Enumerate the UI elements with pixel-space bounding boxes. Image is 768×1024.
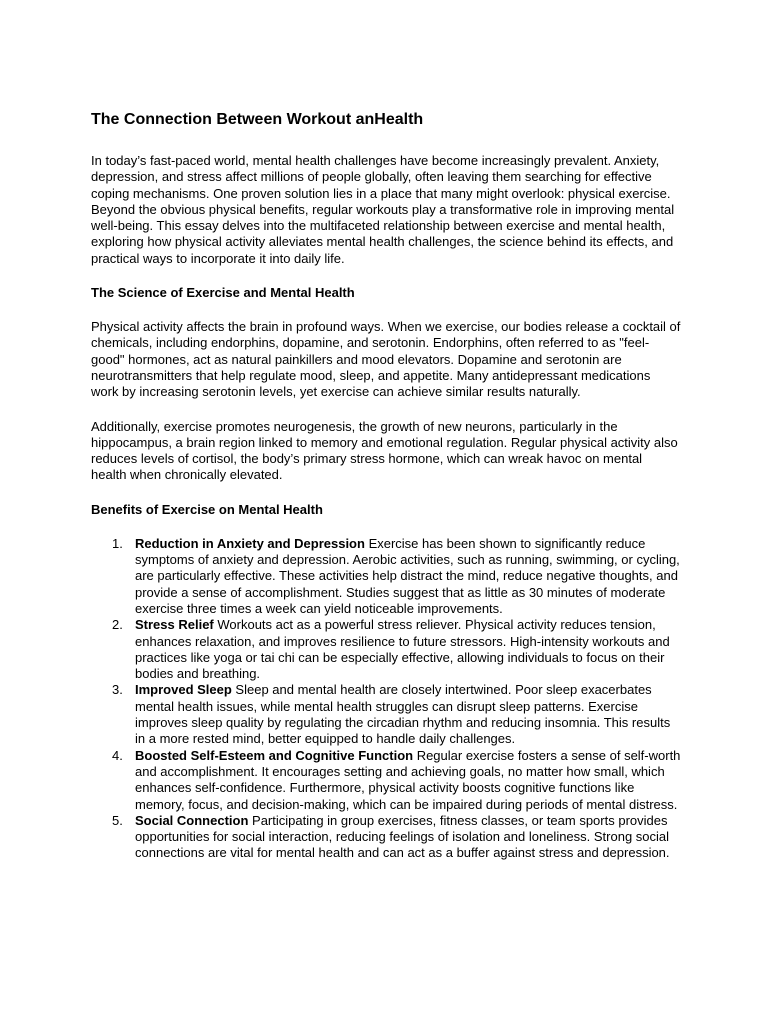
list-item [91, 748, 681, 813]
list-item-text: Participating in group exercises, fitness classes, or team sports provides opportunities for social interaction, reducing feelings of isolation and loneliness. Strong social connections are vital for mental health and can act as a buffer against stress and depression. [135, 812, 670, 861]
science-heading: The Science of Exercise and Mental Health [91, 285, 355, 301]
science-paragraph-1: Physical activity affects the brain in profound ways. When we exercise, our bodies release a cocktail of chemicals, including endorphins, dopamine, and serotonin. Endorphins, often referred to as "feel-good" hormones, act as natural painkillers and mood elevators. Dopamine and serotonin are neurotransmitters that help regulate mood, sleep, and appetite. Many antidepressant medications work by increasing serotonin levels, yet exercise can achieve similar results naturally. [91, 319, 681, 400]
list-item [91, 813, 681, 862]
list-item-title: Improved Sleep [135, 682, 232, 698]
benefits-heading: Benefits of Exercise on Mental Health [91, 501, 323, 517]
intro-paragraph: In today’s fast-paced world, mental health challenges have become increasingly prevalent. Anxiety, depression, and stress affect millions of people globally, often leaving them searching for effective coping mechanisms. One proven solution lies in a place that many might overlook: physical exercise. Beyond the obvious physical benefits, regular workouts play a transformative role in improving mental well-being. This essay delves into the multifaceted relationship between exercise and mental health, exploring how physical activity alleviates mental health challenges, the science behind its effects, and practical ways to incorporate it into daily life. [91, 153, 675, 266]
list-item-text: Regular exercise fosters a sense of self-worth and accomplishment. It encourages setting and achieving goals, no matter how small, which enhances self-confidence. Furthermore, physical activity boosts cognitive functions like memory, focus, and decision-making, which can be impaired during periods of mental distress. [135, 747, 681, 812]
list-item [91, 617, 681, 682]
document-page [91, 110, 681, 862]
document-title: The Connection Between Workout anHealth [91, 111, 424, 128]
list-item-text: Exercise has been shown to significantly reduce symptoms of anxiety and depression. Aerobic activities, such as running, swimming, or cycling, are particularly effective. These activities help distract the mind, reduce negative thoughts, and provide a sense of accomplishment. Studies suggest that as little as 30 minutes of moderate exercise three times a week can yield noticeable improvements. [135, 535, 680, 616]
list-item-number: 4. [112, 747, 123, 763]
list-item-title: Social Connection [135, 812, 249, 828]
science-paragraph-2: Additionally, exercise promotes neurogenesis, the growth of new neurons, particularly in the hippocampus, a brain region linked to memory and emotional regulation. Regular physical activity also reduces levels of cortisol, the body’s primary stress hormone, which can wreak havoc on mental health when chronically elevated. [91, 418, 678, 483]
list-item-title: Boosted Self-Esteem and Cognitive Function [135, 747, 414, 763]
list-item-title: Stress Relief [135, 617, 214, 633]
list-item-number: 5. [112, 812, 123, 828]
list-item-number: 3. [112, 682, 123, 698]
list-item [91, 682, 681, 747]
list-item-number: 2. [112, 617, 123, 633]
list-item-text: Sleep and mental health are closely intertwined. Poor sleep exacerbates mental health issues, while mental health struggles can disrupt sleep patterns. Exercise improves sleep quality by regulating the circadian rhythm and reducing insomnia. This results in a more rested mind, better equipped to handle daily challenges. [135, 682, 671, 747]
list-item-number: 1. [112, 535, 123, 551]
list-item [91, 536, 681, 617]
list-item-text: Workouts act as a powerful stress reliever. Physical activity reduces tension, enhances relaxation, and improves resilience to future stressors. High-intensity workouts and practices like yoga or tai chi can be especially effective, allowing individuals to focus on their bodies and breathing. [135, 617, 670, 682]
list-item-title: Reduction in Anxiety and Depression [135, 535, 365, 551]
benefits-list [91, 536, 681, 862]
